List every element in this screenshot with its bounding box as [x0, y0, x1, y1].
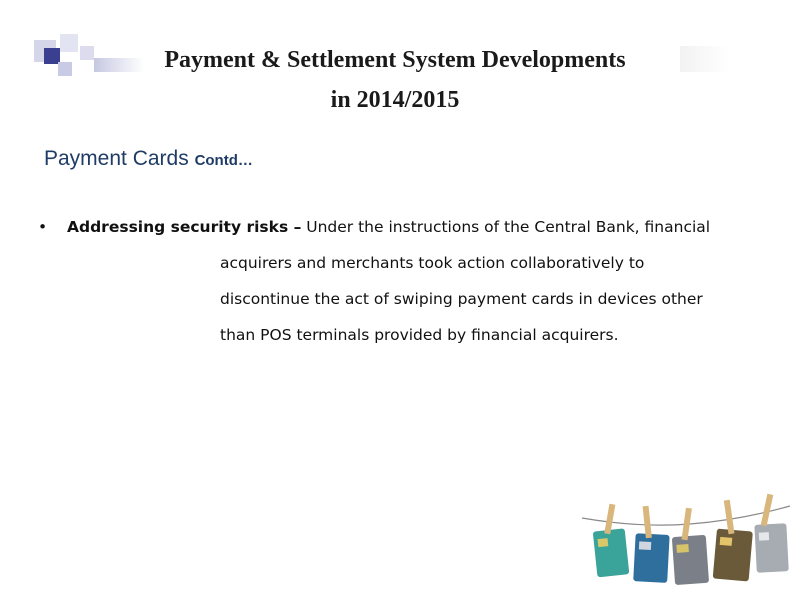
bullet-line-3: discontinue the act of swiping payment cards in devices other	[220, 290, 703, 308]
title-line-2: in 2014/2015	[330, 87, 460, 113]
subtitle-contd: Contd…	[194, 152, 253, 169]
title-fade-decoration	[680, 46, 730, 72]
bullet-first-line	[38, 212, 758, 242]
title-line-1: Payment & Settlement System Developments	[164, 47, 626, 73]
bullet-line-1: Under the instructions of the Central Bank, financial	[301, 218, 711, 236]
bullet-dot-icon: •	[38, 218, 48, 236]
bullet-point	[38, 212, 758, 344]
bullet-line-2: acquirers and merchants took action collaboratively to	[220, 254, 645, 272]
subtitle-main: Payment Cards	[44, 147, 195, 170]
payment-cards-on-clothesline-icon	[580, 490, 792, 606]
bullet-first-text	[67, 212, 710, 242]
section-subtitle	[44, 147, 253, 171]
bullet-line-4: than POS terminals provided by financial acquirers.	[220, 326, 619, 344]
page-title	[110, 40, 680, 120]
bullet-heading: Addressing security risks –	[67, 218, 302, 236]
